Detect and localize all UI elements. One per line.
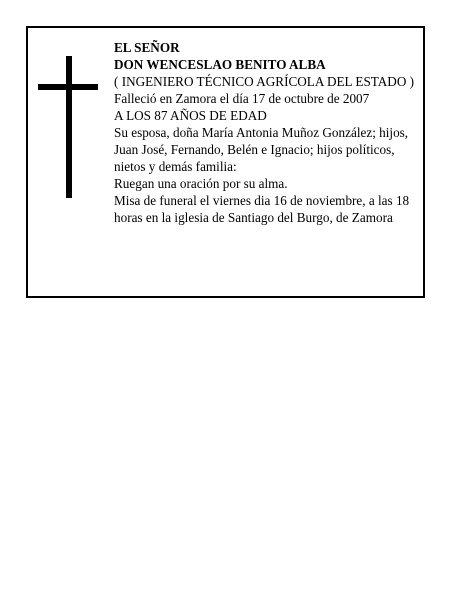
cross-vertical-bar — [66, 56, 72, 198]
funeral-details: Misa de funeral el viernes dia 16 de noviembre, a las 18 horas en la iglesia de Santiago del Burgo, de Zamora — [114, 193, 410, 225]
prayer-request: Ruegan una oración por su alma. — [114, 176, 288, 191]
deceased-age: A LOS 87 AÑOS DE EDAD — [114, 108, 267, 123]
deceased-profession: ( INGENIERO TÉCNICO AGRÍCOLA DEL ESTADO ) — [114, 74, 415, 89]
notice-text — [114, 39, 424, 226]
notice-title: EL SEÑOR — [114, 40, 180, 55]
deceased-name: DON WENCESLAO BENITO ALBA — [114, 57, 326, 72]
cross-horizontal-bar — [38, 84, 98, 90]
family-members: Su esposa, doña María Antonia Muñoz González; hijos, Juan José, Fernando, Belén e Ignacio; hijos políticos, nietos y demás familia: — [114, 125, 409, 174]
death-date: Falleció en Zamora el día 17 de octubre de 2007 — [114, 91, 370, 106]
obituary-notice — [26, 26, 425, 298]
